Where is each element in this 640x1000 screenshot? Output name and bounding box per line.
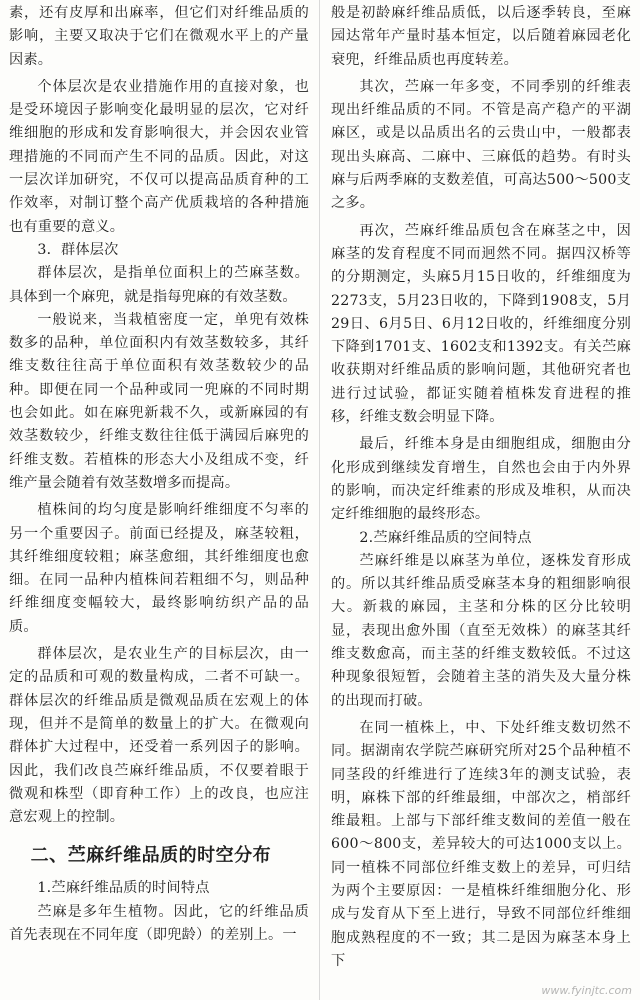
paragraph: 个体层次是农业措施作用的直接对象，也是受环境因子影响变化最明显的层次，它对纤维细胞的形成和发育影响很大，并会因农业管理措施的不同而产生不同的品质。因此，对这一层次详加研究，不仅可以提高品质育种的工作效率，对制订整个高产优质栽培的各种措施也有重要的意义。 xyxy=(9,78,309,235)
paragraph: 植株间的均匀度是影响纤维细度不匀率的另一个重要因子。前面已经提及，麻茎较粗，其纤维细度较粗；麻茎愈细，其纤维细度也愈细。在同一品种内植株间若粗细不匀，则品种纤维细度变幅较大，最终影响纺织产品的品质。 xyxy=(9,502,309,635)
subsection-heading: 3．群体层次 xyxy=(37,241,119,258)
paragraph: 苎麻是多年生植物。因此，它的纤维品质首先表现在不同年度（即兜龄）的差别上。一 xyxy=(9,903,309,943)
subsection-heading: 1.苎麻纤维品质的时间特点 xyxy=(37,880,210,897)
paragraph: 素，还有皮厚和出麻率，但它们对纤维品质的影响，主要又取决于它们在微观水平上的产量因素。 xyxy=(9,5,309,68)
section-heading: 二、苎麻纤维品质的时空分布 xyxy=(30,845,272,867)
watermark: www.fyinjtc.com xyxy=(541,984,632,997)
column-divider xyxy=(319,0,320,1000)
subsection-heading: 2.苎麻纤维品质的空间特点 xyxy=(359,529,532,546)
paragraph: 苎麻纤维是以麻茎为单位，逐株发育形成的。所以其纤维品质受麻茎本身的粗细影响很大。新栽的麻园，主茎和分株的区分比较明显，表现出愈外围（直至无效株）的麻茎其纤维支数愈高，而主茎的纤维支数较低。不过这种现象很短暂，会随着主茎的消失及大量分株的出现而打破。 xyxy=(331,552,631,709)
paragraph: 一般说来，当栽植密度一定，单兜有效株数多的品种，单位面积内有效茎数较多，其纤维支数往往高于单位面积有效茎数较少的品种。即便在同一个品种或同一兜麻的不同时期也会如此。如在麻兜新栽不久，或新麻园的有效茎数较少，纤维支数往往低于满园后麻兜的纤维支数。若植株的形态大小及组成不变，纤维产量会随着有效茎数增多而提高。 xyxy=(9,311,309,491)
paragraph: 最后，纤维本身是由细胞组成，细胞由分化形成到继续发育增生，自然也会由于内外界的影响，而决定纤维素的形成及堆积，从而决定纤维细胞的最终形态。 xyxy=(331,436,631,523)
paragraph: 般是初龄麻纤维品质低，以后逐季转良，至麻园达常年产量时基本恒定，以后随着麻园老化衰兜，纤维品质也再度转差。 xyxy=(331,5,631,68)
right-column xyxy=(331,2,631,973)
paragraph: 群体层次，是指单位面积上的苎麻茎数。具体到一个麻兜，就是指每兜麻的有效茎数。 xyxy=(9,265,309,305)
paragraph: 其次，苎麻一年多变，不同季别的纤维表现出纤维品质的不同。不管是高产稳产的平湖麻区，或是以品质出名的云贵山中，一般都表现出头麻高、二麻中、三麻低的趋势。有时头麻与后两季麻的支数差值，可高达500～500支之多。 xyxy=(331,78,631,212)
left-column xyxy=(9,2,309,947)
paragraph: 群体层次，是农业生产的目标层次，由一定的品质和可观的数量构成，二者不可缺一。群体层次的纤维品质是微观品质在宏观上的体现，但并不是简单的数量上的扩大。在微观向群体扩大过程中，还受着一系列因子的影响。因此，我们改良苎麻纤维品质，不仅要着眼于微观和株型（即育种工作）上的改良，也应注意宏观上的控制。 xyxy=(9,646,309,826)
paragraph: 在同一植株上，中、下处纤维支数切然不同。据湖南农学院苎麻研究所对25个品种植不同茎段的纤维进行了连续3年的测支试验，表明，麻株下部的纤维最细，中部次之，梢部纤维最粗。上部与下部纤维支数间的差值一般在600～800支，差异较大的可达1000支以上。同一植株不同部位纤维支数上的差异，可归结为两个主要原因：一是植株纤维细胞分化、形成与发育从下至上进行，导致不同部位纤维细胞成熟程度的不一致；其二是因为麻茎本身上下 xyxy=(331,719,631,969)
paragraph: 再次，苎麻纤维品质包含在麻茎之中，因麻茎的发育程度不同而迥然不同。据四汉桥等的分期测定，头麻5月15日收的，纤维细度为2273支，5月23日收的，下降到1908支，5月29日、6月5日、6月12日收的，纤维细度分别下降到1701支、1602支和1392支。有关苎麻收获期对纤维品质的影响问题，其他研究者也进行过试验，都证实随着植株发育进程的推移，纤维支数会明显下降。 xyxy=(331,222,631,426)
